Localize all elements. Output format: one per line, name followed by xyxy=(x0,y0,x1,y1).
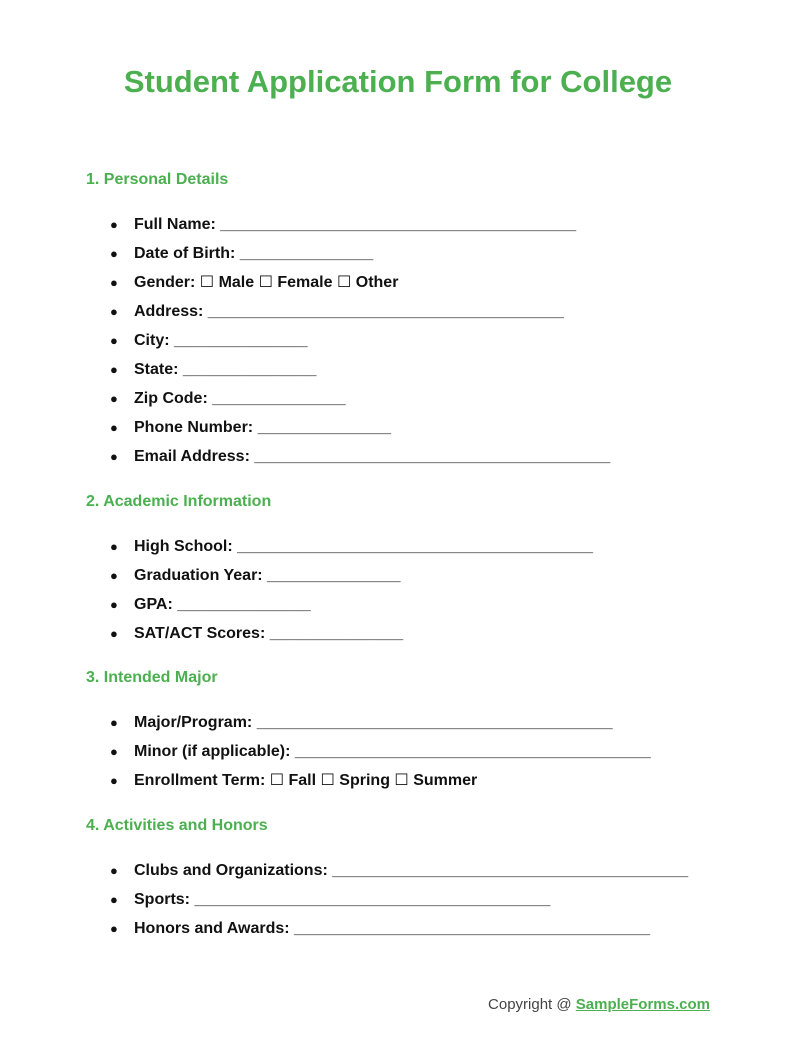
bullet-icon: ● xyxy=(110,275,118,290)
bullet-icon: ● xyxy=(110,597,118,612)
field-label: Gender: ☐ Male ☐ Female ☐ Other xyxy=(134,274,399,291)
bullet-icon: ● xyxy=(110,539,118,554)
list-item xyxy=(86,389,610,418)
list-item xyxy=(86,595,593,624)
field-list xyxy=(86,537,593,653)
list-item xyxy=(86,890,688,919)
list-item xyxy=(86,360,610,389)
field-list xyxy=(86,713,651,800)
list-item xyxy=(86,742,651,771)
list-item xyxy=(86,273,610,302)
field-label: City: _______________ xyxy=(134,332,308,349)
bullet-icon: ● xyxy=(110,568,118,583)
field-label: GPA: _______________ xyxy=(134,596,311,613)
bullet-icon: ● xyxy=(110,744,118,759)
list-item xyxy=(86,418,610,447)
list-item xyxy=(86,624,593,653)
field-label: Honors and Awards: ________________________________________ xyxy=(134,920,650,937)
list-item xyxy=(86,302,610,331)
field-label: Minor (if applicable): ________________________________________ xyxy=(134,743,651,760)
list-item xyxy=(86,713,651,742)
field-label: State: _______________ xyxy=(134,361,317,378)
list-item xyxy=(86,447,610,476)
bullet-icon: ● xyxy=(110,391,118,406)
field-label: High School: ________________________________________ xyxy=(134,538,594,555)
list-item xyxy=(86,919,688,948)
bullet-icon: ● xyxy=(110,246,118,261)
field-label: SAT/ACT Scores: _______________ xyxy=(134,625,404,642)
bullet-icon: ● xyxy=(110,304,118,319)
section-activities-and-honors xyxy=(86,816,688,948)
list-item xyxy=(86,244,610,273)
field-label: Address: ________________________________________ xyxy=(134,303,564,320)
copyright-text: Copyright @ xyxy=(488,996,576,1013)
copyright-footer xyxy=(488,996,710,1013)
field-label: Enrollment Term: ☐ Fall ☐ Spring ☐ Summer xyxy=(134,772,478,789)
section-academic-information xyxy=(86,492,593,653)
field-label: Full Name: ________________________________________ xyxy=(134,216,577,233)
field-label: Clubs and Organizations: ________________________________________ xyxy=(134,862,689,879)
section-personal-details xyxy=(86,170,610,476)
bullet-icon: ● xyxy=(110,773,118,788)
bullet-icon: ● xyxy=(110,420,118,435)
bullet-icon: ● xyxy=(110,863,118,878)
bullet-icon: ● xyxy=(110,333,118,348)
field-label: Email Address: ________________________________________ xyxy=(134,448,611,465)
field-label: Sports: ________________________________________ xyxy=(134,891,551,908)
bullet-icon: ● xyxy=(110,715,118,730)
bullet-icon: ● xyxy=(110,626,118,641)
bullet-icon: ● xyxy=(110,892,118,907)
field-label: Major/Program: ________________________________________ xyxy=(134,714,613,731)
bullet-icon: ● xyxy=(110,217,118,232)
field-list xyxy=(86,861,688,948)
field-label: Phone Number: _______________ xyxy=(134,419,392,436)
section-intended-major xyxy=(86,668,651,800)
field-label: Zip Code: _______________ xyxy=(134,390,346,407)
section-heading: 3. Intended Major xyxy=(86,669,218,686)
bullet-icon: ● xyxy=(110,362,118,377)
section-heading: 1. Personal Details xyxy=(86,171,229,188)
list-item xyxy=(86,566,593,595)
page-title: Student Application Form for College xyxy=(123,64,673,99)
bullet-icon: ● xyxy=(110,449,118,464)
list-item xyxy=(86,861,688,890)
list-item xyxy=(86,771,651,800)
list-item xyxy=(86,331,610,360)
field-list xyxy=(86,215,610,476)
field-label: Graduation Year: _______________ xyxy=(134,567,401,584)
list-item xyxy=(86,537,593,566)
field-label: Date of Birth: _______________ xyxy=(134,245,374,262)
section-heading: 2. Academic Information xyxy=(86,493,272,510)
list-item xyxy=(86,215,610,244)
section-heading: 4. Activities and Honors xyxy=(86,817,268,834)
bullet-icon: ● xyxy=(110,921,118,936)
brand-link[interactable]: SampleForms.com xyxy=(575,996,710,1013)
